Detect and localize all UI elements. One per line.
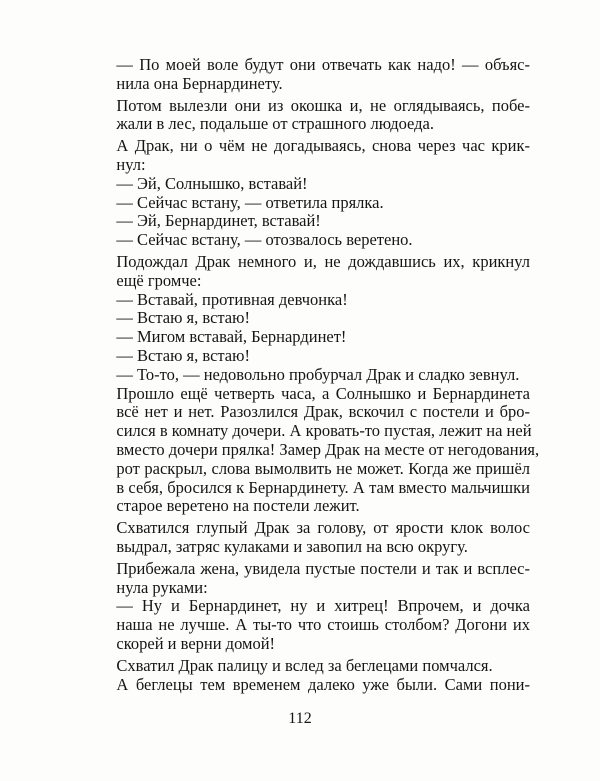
- page-body-text: [90, 55, 540, 694]
- text-line: рот раскрыл, слова вымолвить не может. Когда же пришёл: [116, 458, 530, 478]
- paragraph: [90, 676, 530, 695]
- text-line: скорей и верни домой!: [116, 633, 276, 653]
- paragraph: [90, 657, 530, 676]
- paragraph: [90, 97, 530, 135]
- text-line: сился в комнату дочери. А кровать-то пустая, лежит на ней: [116, 421, 532, 441]
- text-line: — Эй, Солнышко, вставай!: [116, 173, 308, 193]
- paragraph: [90, 253, 530, 291]
- text-line: Прошло ещё четверть часа, а Солнышко и Бернардинета: [116, 383, 530, 403]
- text-line: старое веретено на постели лежит.: [116, 496, 360, 516]
- paragraph: [90, 383, 540, 517]
- text-line: — Встаю я, встаю!: [116, 308, 250, 328]
- dialogue-line: [90, 175, 530, 194]
- dialogue-line: [90, 194, 530, 213]
- dialogue-line: [90, 309, 530, 328]
- text-line: ещё громче:: [116, 270, 202, 290]
- text-line: — То-то, — недовольно пробурчал Драк и сладко зевнул.: [116, 364, 520, 384]
- paragraph: [90, 560, 530, 598]
- text-line: — Ну и Бернардинет, ну и хитрец! Впрочем, и дочка: [116, 596, 530, 616]
- text-line: — По моей воле будут они отвечать как надо! — объяс-: [116, 55, 530, 74]
- text-line: Прибежала жена, увидела пустые постели и так и всплес-: [116, 558, 530, 578]
- dialogue-line: [90, 366, 530, 385]
- page-number: 112: [288, 710, 312, 727]
- text-line: выдрал, затряс кулаками и завопил на всю округу.: [116, 536, 468, 556]
- text-line: всё нет и нет. Разозлился Драк, вскочил с постели и бро-: [116, 402, 530, 422]
- text-line: наша не лучше. А ты-то что стоишь столбом? Догони их: [116, 615, 530, 635]
- text-line: Схватил Драк палицу и вслед за беглецами помчался.: [116, 655, 493, 675]
- text-line: — Эй, Бернардинет, вставай!: [116, 211, 321, 231]
- text-line: в себя, бросился к Бернардинету. А там вместо мальчишки: [116, 477, 530, 497]
- text-line: жали в лес, подальше от страшного людоеда.: [116, 114, 434, 134]
- dialogue-line: [90, 328, 530, 347]
- text-line: — Вставай, противная девчонка!: [116, 289, 348, 309]
- text-line: Потом вылезли они из окошка и, не оглядываясь, побе-: [116, 95, 530, 115]
- paragraph: [90, 56, 530, 94]
- text-line: нул:: [116, 154, 146, 174]
- text-line: нула руками:: [116, 577, 208, 597]
- text-line: — Сейчас встану, — ответила прялка.: [116, 192, 384, 212]
- paragraph: [90, 519, 530, 557]
- text-line: нила она Бернардинету.: [116, 73, 283, 93]
- text-line: Подождал Драк немного и, не дождавшись их, крикнул: [116, 251, 530, 271]
- text-line: Схватился глупый Драк за голову, от ярости клок волос: [116, 518, 530, 538]
- text-line: А беглецы тем временем далеко уже были. Сами пони-: [116, 674, 530, 694]
- text-line: вместо дочери прялка! Замер Драк на месте от негодования,: [116, 439, 540, 459]
- text-line: А Драк, ни о чём не догадываясь, снова через час крик-: [116, 136, 530, 156]
- dialogue-line: [90, 347, 530, 366]
- paragraph: [90, 597, 530, 653]
- dialogue-line: [90, 231, 530, 250]
- paragraph: [90, 137, 530, 175]
- text-line: — Мигом вставай, Бернардинет!: [116, 327, 347, 347]
- dialogue-line: [90, 291, 530, 310]
- text-line: — Сейчас встану, — отозвалось веретено.: [116, 230, 413, 250]
- dialogue-line: [90, 212, 530, 231]
- text-line: — Встаю я, встаю!: [116, 345, 250, 365]
